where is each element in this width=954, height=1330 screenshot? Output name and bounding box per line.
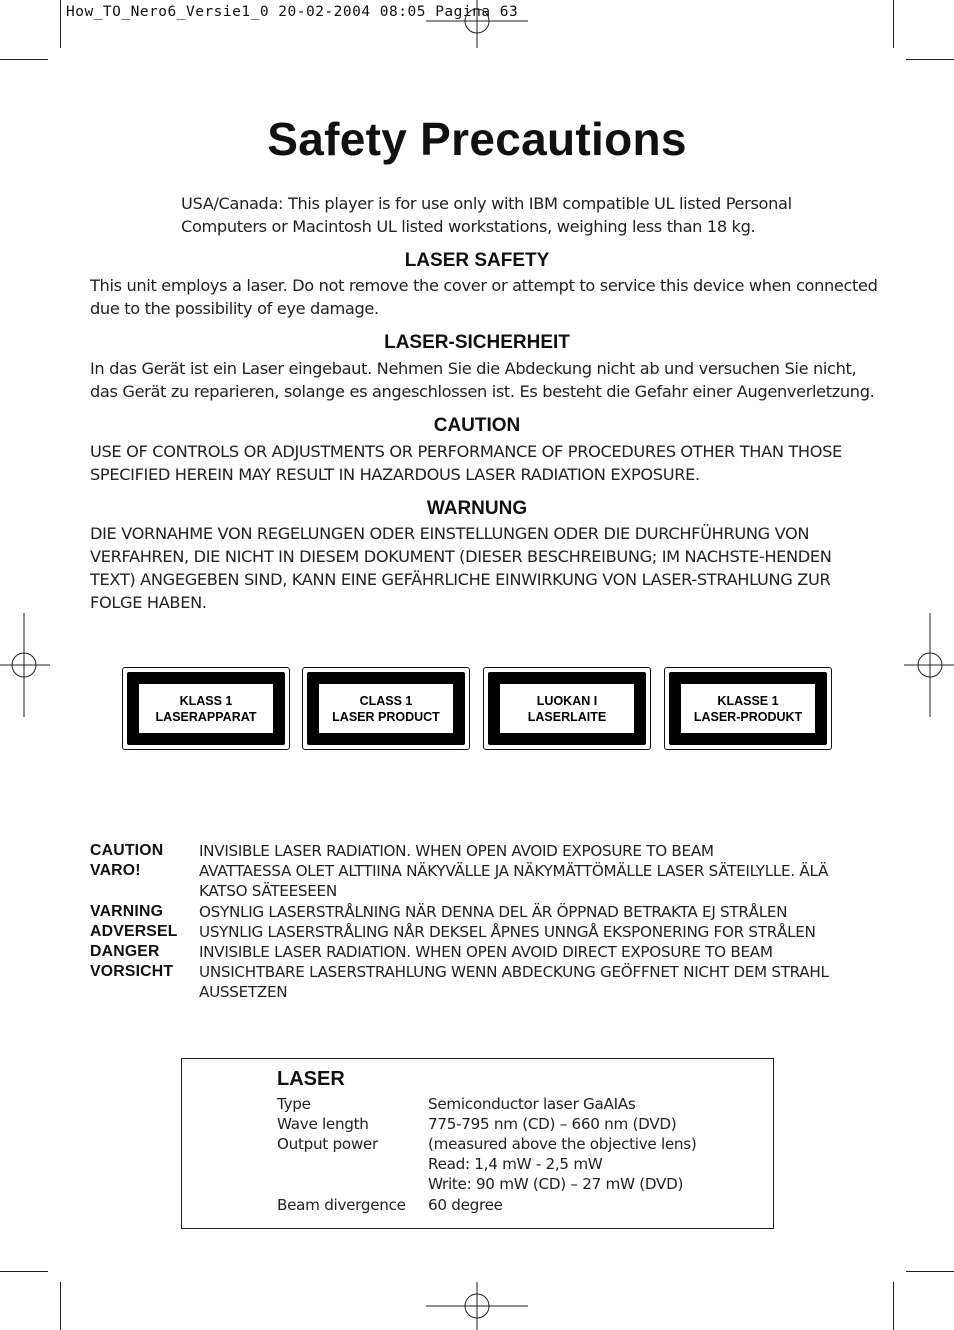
warning-key: VARO! xyxy=(90,862,141,879)
laser-class-label xyxy=(122,667,290,750)
laser-safety-text: This unit employs a laser. Do not remove the cover or attempt to service this device when connected due to the possibility of eye damage. xyxy=(90,276,878,318)
caution-text: USE OF CONTROLS OR ADJUSTMENTS OR PERFORMANCE OF PROCEDURES OTHER THAN THOSE SPECIFIED HEREIN MAY RESULT IN HAZARDOUS LASER RADIATION EXPOSURE. xyxy=(90,442,842,484)
warning-text: AVATTAESSA OLET ALTTIINA NÄKYVÄLLE JA NÄKYMÄTTÖMÄLLE LASER SÄTEILYLLE. ÄLÄ KATSO SÄTEESEEN xyxy=(199,862,829,900)
label-line-2: LASER-PRODUKT xyxy=(693,709,803,724)
laser-class-label xyxy=(483,667,651,750)
warning-key: VARNING xyxy=(90,903,164,920)
label-line-1: KLASS 1 xyxy=(179,693,233,708)
print-header: How_TO_Nero6_Versie1_0 20-02-2004 08:05 Pagina 63 xyxy=(66,4,519,20)
spec-key: Beam divergence xyxy=(277,1196,406,1214)
laser-sicherheit-heading: LASER-SICHERHEIT xyxy=(384,332,570,353)
page-title: Safety Precautions xyxy=(267,113,687,165)
label-line-2: LASERLAITE xyxy=(527,709,607,724)
laser-sicherheit-text: In das Gerät ist ein Laser eingebaut. Nehmen Sie die Abdeckung nicht ab und versuchen Sie nicht, das Gerät zu reparieren, solange es angeschlossen ist. Es besteht die Gefahr einer Augenverletzung. xyxy=(90,359,875,401)
warnung-text: DIE VORNAHME VON REGELUNGEN ODER EINSTELLUNGEN ODER DIE DURCHFÜHRUNG VON VERFAHREN, DIE NICHT IN DIESEM DOKUMENT (DIESER BESCHREIBUNG; IM NACHSTE-HENDEN TEXT) ANGEGEBEN SIND, KANN EINE GEFÄHRLICHE EINWIRKUNG VON LASER-STRAHLUNG ZUR FOLGE HABEN. xyxy=(90,524,832,612)
laser-specs-box xyxy=(181,1058,774,1229)
warning-key: ADVERSEL xyxy=(90,923,178,940)
registration-mark-bottom-icon xyxy=(426,1282,528,1330)
registration-mark-left-icon xyxy=(0,613,50,717)
spec-value: Read: 1,4 mW - 2,5 mW xyxy=(428,1155,603,1173)
laser-safety-heading: LASER SAFETY xyxy=(404,250,550,271)
warning-text: OSYNLIG LASERSTRÅLNING NÄR DENNA DEL ÄR ÖPPNAD BETRAKTA EJ STRÅLEN xyxy=(199,903,788,921)
intro-text: USA/Canada: This player is for use only with IBM compatible UL listed Personal Computers or Macintosh UL listed workstations, weighing less than 18 kg. xyxy=(181,194,792,236)
label-line-1: KLASSE 1 xyxy=(717,693,779,708)
laser-class-label xyxy=(664,667,832,750)
label-line-2: LASERAPPARAT xyxy=(155,709,257,724)
label-line-1: CLASS 1 xyxy=(359,693,413,708)
spec-key: Output power xyxy=(277,1135,378,1153)
label-line-2: LASER PRODUCT xyxy=(332,709,440,724)
spec-value: Write: 90 mW (CD) – 27 mW (DVD) xyxy=(428,1175,684,1193)
warning-text: INVISIBLE LASER RADIATION. WHEN OPEN AVOID DIRECT EXPOSURE TO BEAM xyxy=(199,943,773,961)
warning-text: INVISIBLE LASER RADIATION. WHEN OPEN AVOID EXPOSURE TO BEAM xyxy=(199,842,714,860)
spec-value: 775-795 nm (CD) – 660 nm (DVD) xyxy=(428,1115,677,1133)
warning-key: CAUTION xyxy=(90,842,164,859)
spec-value: 60 degree xyxy=(428,1196,503,1214)
warning-text: USYNLIG LASERSTRÅLING NÅR DEKSEL ÅPNES UNNGÅ EKSPONERING FOR STRÅLEN xyxy=(199,923,816,941)
registration-mark-top-icon xyxy=(426,0,528,48)
spec-value: (measured above the objective lens) xyxy=(428,1135,697,1153)
warning-text: UNSICHTBARE LASERSTRAHLUNG WENN ABDECKUNG GEÖFFNET NICHT DEM STRAHL AUSSETZEN xyxy=(199,963,829,1001)
caution-heading: CAUTION xyxy=(433,415,521,436)
warning-key: DANGER xyxy=(90,943,160,960)
warning-key: VORSICHT xyxy=(90,963,174,980)
label-line-1: LUOKAN I xyxy=(536,693,598,708)
spec-key: Wave length xyxy=(277,1115,369,1133)
laser-class-label xyxy=(302,667,470,750)
spec-key: Type xyxy=(277,1095,311,1113)
warnung-heading: WARNUNG xyxy=(426,498,528,519)
spec-value: Semiconductor laser GaAIAs xyxy=(428,1095,636,1113)
laser-specs-title: LASER xyxy=(277,1068,345,1090)
registration-mark-right-icon xyxy=(904,613,954,717)
